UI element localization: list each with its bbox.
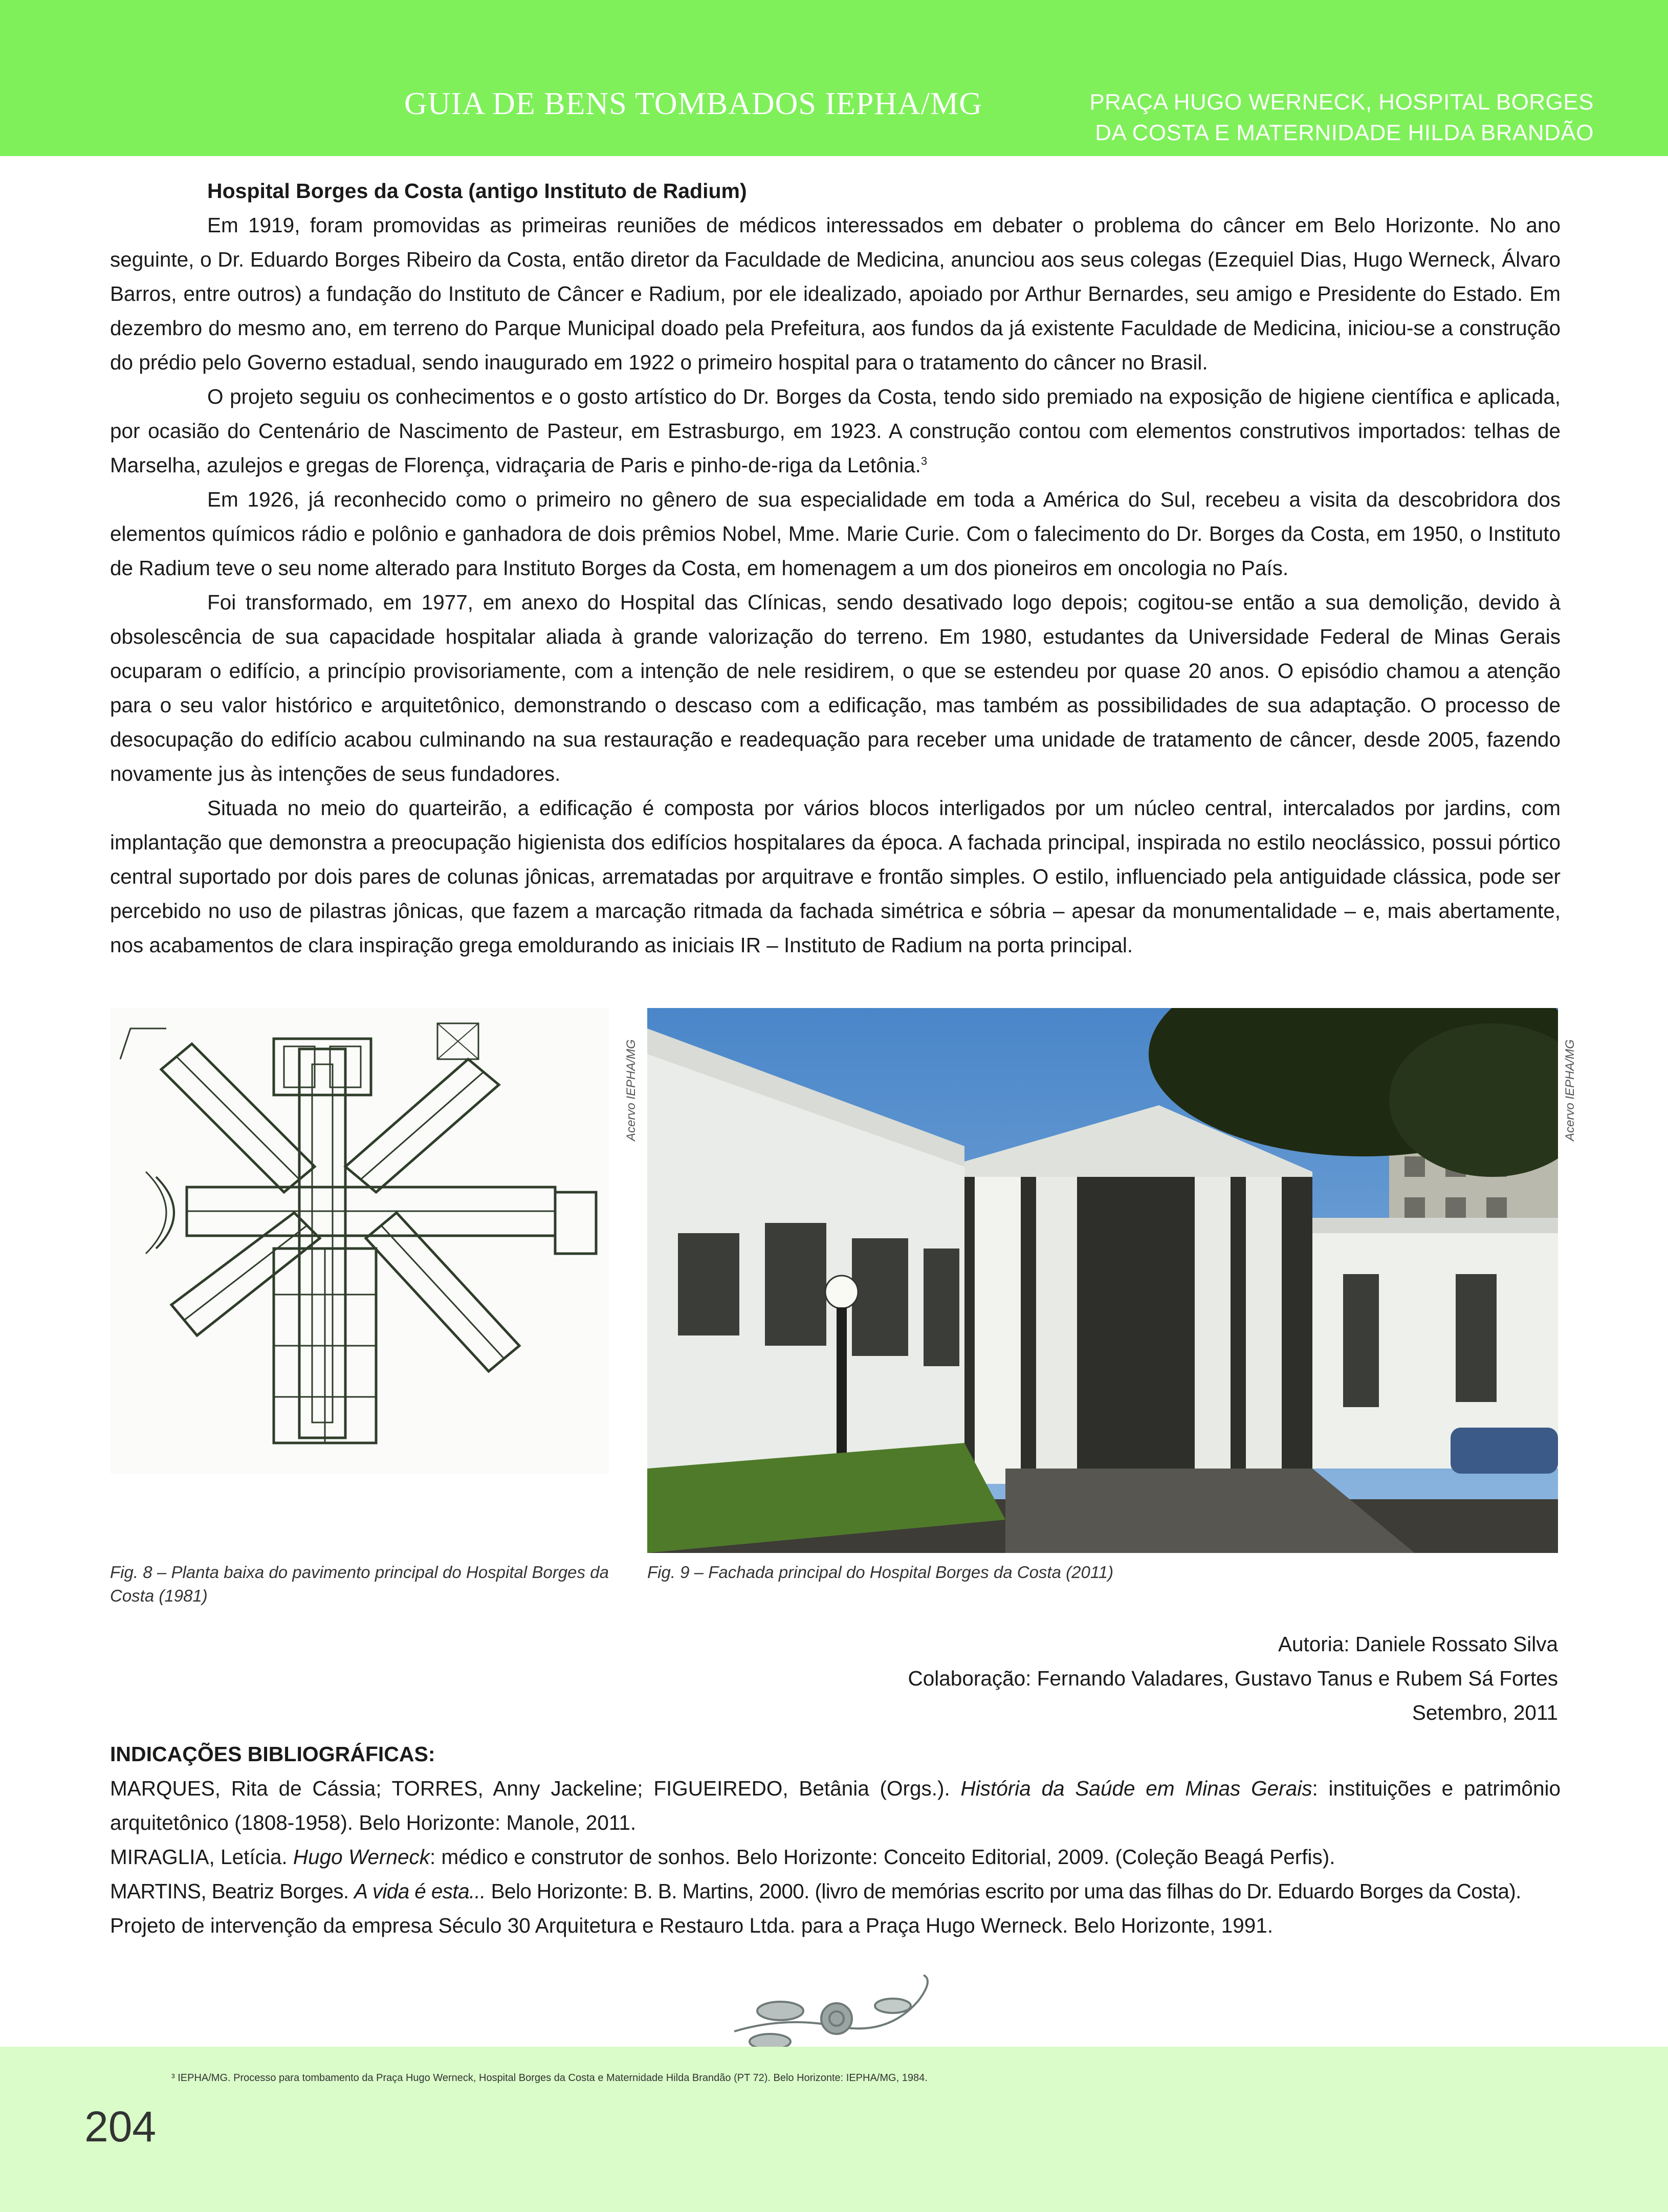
guide-title: GUIA DE BENS TOMBADOS IEPHA/MG bbox=[404, 86, 983, 121]
bibliography-entry bbox=[110, 1874, 1561, 1909]
page-footer bbox=[0, 2047, 1668, 2212]
article-heading: Hospital Borges da Costa (antigo Instituto de Radium) bbox=[207, 179, 747, 203]
entry-authors: MARTINS, Beatriz Borges. bbox=[110, 1879, 355, 1903]
floor-plan-drawing bbox=[110, 1008, 609, 1474]
floor-plan-figure bbox=[110, 1008, 638, 1474]
page-header bbox=[0, 0, 1668, 156]
entry-details: Belo Horizonte: B. B. Martins, 2000. (livro de memórias escrito por uma das filhas do Dr. Eduardo Borges da Costa). bbox=[485, 1879, 1521, 1903]
entry-details: : médico e construtor de sonhos. Belo Horizonte: Conceito Editorial, 2009. (Coleção Beagá Perfis). bbox=[430, 1845, 1335, 1869]
bibliography-heading: INDICAÇÕES BIBLIOGRÁFICAS: bbox=[110, 1742, 435, 1766]
fig9-credit-label: Acervo IEPHA/MG bbox=[1563, 1039, 1577, 1141]
entry-title: Hugo Werneck bbox=[293, 1845, 430, 1869]
facade-photo-drawing bbox=[647, 1008, 1558, 1553]
bibliography-entry bbox=[110, 1840, 1561, 1874]
section-title-line-1: PRAÇA HUGO WERNECK, HOSPITAL BORGES bbox=[1089, 90, 1594, 115]
bibliography-entry: Projeto de intervenção da empresa Século 30 Arquitetura e Restauro Ltda. para a Praça Hugo Werneck. Belo Horizonte, 1991. bbox=[110, 1914, 1274, 1937]
entry-title: História da Saúde em Minas Gerais bbox=[960, 1777, 1312, 1800]
facade-photo bbox=[647, 1008, 1558, 1553]
footnote: ³ IEPHA/MG. Processo para tombamento da Praça Hugo Werneck, Hospital Borges da Costa e Maternidade Hilda Brandão (PT 72). Belo Horizonte: IEPHA/MG, 1984. bbox=[171, 2072, 928, 2084]
author-line: Autoria: Daniele Rossato Silva bbox=[1278, 1632, 1558, 1656]
section-title bbox=[1082, 87, 1594, 148]
date-line: Setembro, 2011 bbox=[1412, 1701, 1558, 1724]
bibliography bbox=[110, 1737, 1561, 1943]
fig9-caption: Fig. 9 – Fachada principal do Hospital Borges da Costa (2011) bbox=[647, 1563, 1114, 1582]
section-title-line-2: DA COSTA E MATERNIDADE HILDA BRANDÃO bbox=[1095, 120, 1594, 145]
paragraph-2-text: O projeto seguiu os conhecimentos e o gosto artístico do Dr. Borges da Costa, tendo sido premiado na exposição de higiene científica e aplicada, por ocasião do Centenário de Nascimento de Pasteur, em Estrasburgo, em 1923. A construção contou com elementos construtivos importados: telhas de Marselha, azulejos e gregas de Florença, vidraçaria de Paris e pinho-de-riga da Letônia. bbox=[110, 385, 1561, 477]
page-number: 204 bbox=[84, 2103, 157, 2151]
fig8-caption: Fig. 8 – Planta baixa do pavimento principal do Hospital Borges da Costa (1981) bbox=[110, 1563, 609, 1605]
authorship-block bbox=[637, 1627, 1558, 1730]
entry-authors: MARQUES, Rita de Cássia; TORRES, Anny Jackeline; FIGUEIREDO, Betânia (Orgs.). bbox=[110, 1777, 961, 1800]
entry-details: : instituições e patrimônio arquitetônico (1808-1958). Belo Horizonte: Manole, 2011. bbox=[110, 1777, 1561, 1834]
collaboration-line: Colaboração: Fernando Valadares, Gustavo Tanus e Rubem Sá Fortes bbox=[908, 1667, 1558, 1690]
fig8-credit: Acervo IEPHA/MG bbox=[624, 1039, 638, 1141]
entry-authors: MIRAGLIA, Letícia. bbox=[110, 1845, 293, 1869]
bibliography-entry bbox=[110, 1771, 1561, 1840]
paragraph-5: Situada no meio do quarteirão, a edificação é composta por vários blocos interligados por um núcleo central, intercalados por jardins, com implantação que demonstra a preocupação higienista dos edifícios hospitalares da época. A fachada principal, inspirada no estilo neoclássico, possui pórtico central suportado por dois pares de colunas jônicas, arrematadas por arquitrave e frontão simples. O estilo, influenciado pela antiguidade clássica, pode ser percebido no uso de pilastras jônicas, que fazem a marcação ritmada da fachada simétrica e sóbria – apesar da monumentalidade – e, mais abertamente, nos acabamentos de clara inspiração grega emoldurando as iniciais IR – Instituto de Radium na porta principal. bbox=[110, 796, 1561, 957]
paragraph-1: Em 1919, foram promovidas as primeiras reuniões de médicos interessados em debater o problema do câncer em Belo Horizonte. No ano seguinte, o Dr. Eduardo Borges Ribeiro da Costa, então diretor da Faculdade de Medicina, anunciou aos seus colegas (Ezequiel Dias, Hugo Werneck, Álvaro Barros, entre outros) a fundação do Instituto de Câncer e Radium, por ele idealizado, apoiado por Arthur Bernardes, seu amigo e Presidente do Estado. Em dezembro do mesmo ano, em terreno do Parque Municipal doado pela Prefeitura, aos fundos da já existente Faculdade de Medicina, iniciou-se a construção do prédio pelo Governo estadual, sendo inaugurado em 1922 o primeiro hospital para o tratamento do câncer no Brasil. bbox=[110, 213, 1561, 374]
footnote-reference[interactable]: 3 bbox=[920, 454, 928, 468]
entry-title: A vida é esta... bbox=[354, 1879, 486, 1903]
paragraph-2 bbox=[110, 380, 1561, 483]
article-body bbox=[110, 174, 1561, 962]
rose-ornament-icon bbox=[724, 1970, 939, 2057]
paragraph-4: Foi transformado, em 1977, em anexo do Hospital das Clínicas, sendo desativado logo depois; cogitou-se então a sua demolição, devido à obsolescência de sua capacidade hospitalar aliada à grande valorização do terreno. Em 1980, estudantes da Universidade Federal de Minas Gerais ocuparam o edifício, a princípio provisoriamente, com a intenção de nele residirem, o que se estendeu por quase 20 anos. O episódio chamou a atenção para o seu valor histórico e arquitetônico, demonstrando o descaso com a edificação, mas também as possibilidades de sua adaptação. O processo de desocupação do edifício acabou culminando na sua restauração e readequação para receber uma unidade de tratamento de câncer, desde 2005, fazendo novamente jus às intenções de seus fundadores. bbox=[110, 590, 1561, 785]
paragraph-3: Em 1926, já reconhecido como o primeiro no gênero de sua especialidade em toda a América do Sul, recebeu a visita da descobridora dos elementos químicos rádio e polônio e ganhadora de dois prêmios Nobel, Mme. Marie Curie. Com o falecimento do Dr. Borges da Costa, em 1950, o Instituto de Radium teve o seu nome alterado para Instituto Borges da Costa, em homenagem a um dos pioneiros em oncologia no País. bbox=[110, 488, 1561, 580]
